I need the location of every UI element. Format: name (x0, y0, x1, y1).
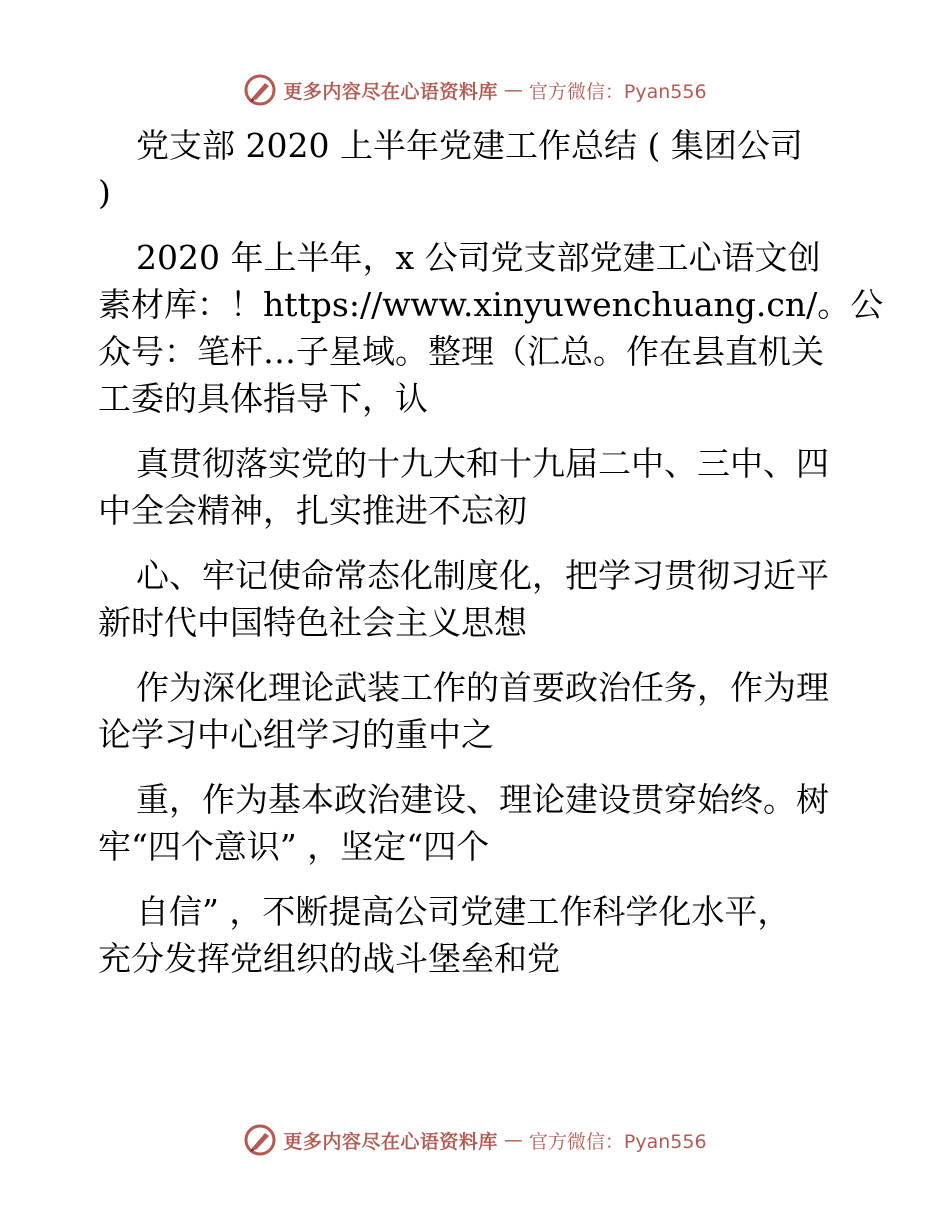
paragraph-3 (98, 552, 858, 646)
pen-logo-icon (243, 73, 277, 107)
paragraph-line: 自信” ，不断提高公司党建工作科学化水平， (136, 892, 791, 931)
banner-content (243, 1123, 706, 1157)
paragraph-5 (98, 776, 858, 870)
paragraph-line: 充分发挥党组织的战斗堡垒和党 (98, 939, 560, 978)
paragraph-line: 作为深化理论武装工作的首要政治任务，作为理 (136, 668, 829, 707)
banner-content (243, 73, 706, 107)
paragraph-6 (98, 888, 858, 982)
banner-site-text: 更多内容尽在心语资料库 (283, 80, 498, 103)
paragraph-line: 论学习中心组学习的重中之 (98, 715, 494, 754)
banner-wechat-text: 官方微信：Pyan556 (528, 80, 707, 103)
paragraph-line: 中全会精神，扎实推进不忘初 (98, 491, 527, 530)
paragraph-1 (98, 234, 884, 422)
document-title-line-2: ) (98, 173, 111, 212)
paragraph-2 (98, 440, 858, 534)
paragraph-line: 2020 年上半年，x 公司党支部党建工心语文创 (136, 238, 821, 277)
document-body (98, 122, 884, 982)
paragraph-line: 重，作为基本政治建设、理论建设贯穿始终。树 (136, 780, 829, 819)
paragraph-line: 众号：笔杆…子星域。整理（汇总。作在县直机关 (98, 332, 824, 371)
paragraph-line: 素材库：！https://www.xinyuwenchuang.cn/。公 (98, 285, 884, 324)
paragraph-line: 牢“四个意识” ，坚定“四个 (98, 827, 490, 866)
pen-logo-icon (243, 1123, 277, 1157)
footer-banner (0, 1120, 950, 1160)
paragraph-line: 新时代中国特色社会主义思想 (98, 603, 527, 642)
banner-wechat-text: 官方微信：Pyan556 (528, 1130, 707, 1153)
banner-separator: — (503, 1129, 523, 1151)
paragraph-4 (98, 664, 858, 758)
paragraph-line: 心、牢记使命常态化制度化，把学习贯彻习近平 (136, 556, 829, 595)
paragraph-line: 真贯彻落实党的十九大和十九届二中、三中、四 (136, 444, 829, 483)
banner-separator: — (503, 79, 523, 101)
header-banner (0, 70, 950, 110)
document-title-line-1: 党支部 2020 上半年党建工作总结 ( 集团公司 (136, 126, 803, 165)
paragraph-line: 工委的具体指导下，认 (98, 379, 428, 418)
banner-site-text: 更多内容尽在心语资料库 (283, 1130, 498, 1153)
